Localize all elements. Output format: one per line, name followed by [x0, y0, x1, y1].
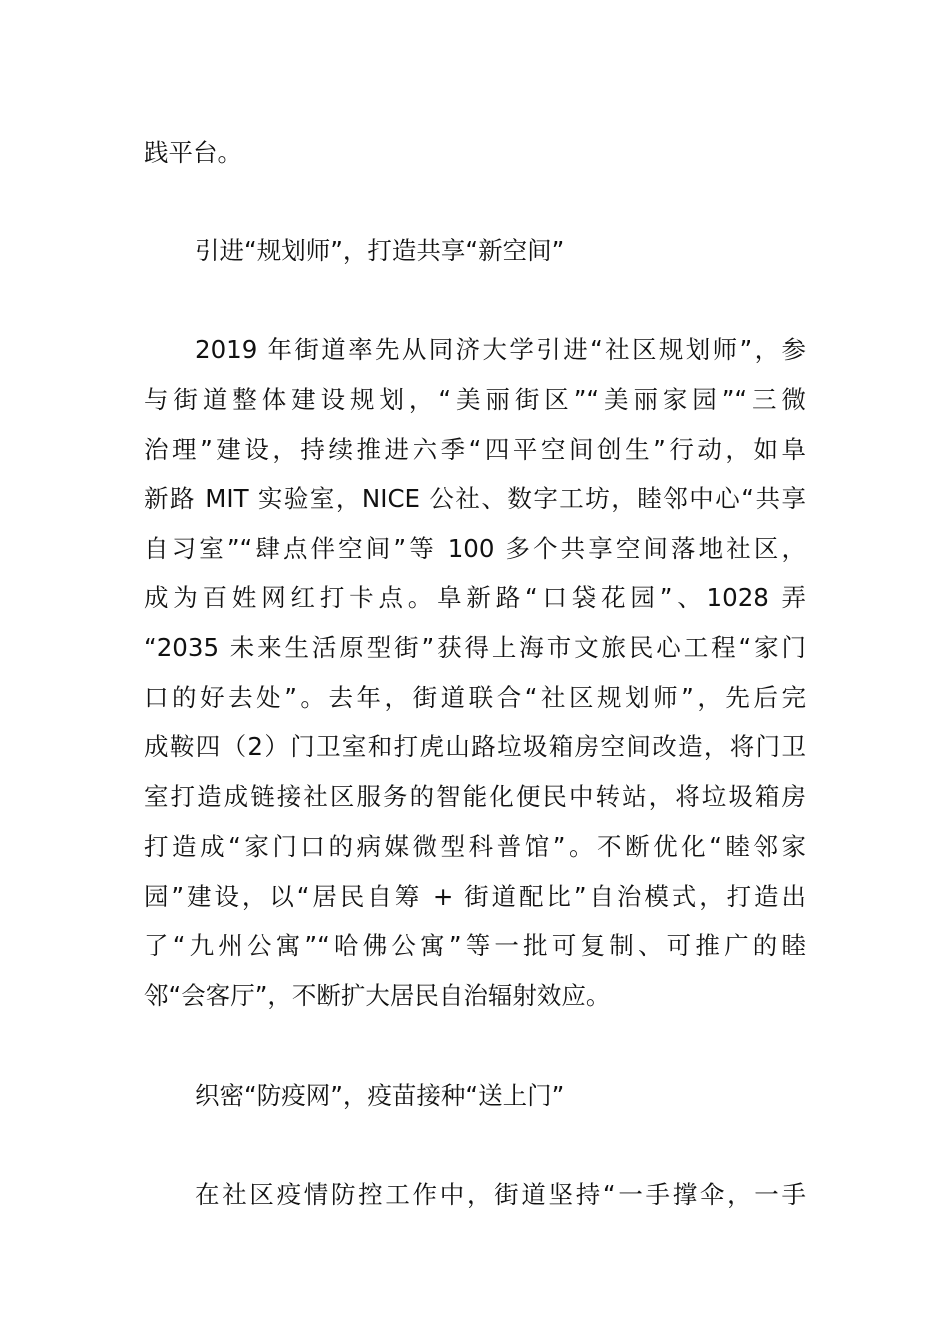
paragraph-line: 室打造成链接社区服务的智能化便民中转站，将垃圾箱房	[144, 782, 806, 811]
paragraph-line: 在社区疫情防控工作中，街道坚持“一手撑伞，一手	[195, 1180, 806, 1209]
paragraph-line: 与街道整体建设规划，“美丽街区”“美丽家园”“三微	[144, 385, 806, 414]
paragraph-line: 成为百姓网红打卡点。阜新路“口袋花园”、1028 弄	[144, 583, 806, 612]
paragraph-continuation-line: 践平台。	[144, 138, 242, 167]
section-heading-planner: 引进“规划师”，打造共享“新空间”	[195, 236, 565, 265]
paragraph-line: 园”建设，以“居民自筹 + 街道配比”自治模式，打造出	[144, 882, 806, 911]
paragraph-line: 打造成“家门口的病媒微型科普馆”。不断优化“睦邻家	[144, 832, 806, 861]
paragraph-line: 了“九州公寓”“哈佛公寓”等一批可复制、可推广的睦	[144, 931, 806, 960]
section-heading-epidemic: 织密“防疫网”，疫苗接种“送上门”	[195, 1081, 565, 1110]
paragraph-line: “2035 未来生活原型街”获得上海市文旅民心工程“家门	[144, 633, 806, 662]
paragraph-line: 口的好去处”。去年，街道联合“社区规划师”，先后完	[144, 683, 806, 712]
paragraph-line: 2019 年街道率先从同济大学引进“社区规划师”，参	[195, 335, 806, 364]
paragraph-line: 邻“会客厅”，不断扩大居民自治辐射效应。	[144, 981, 611, 1010]
paragraph-line: 自习室”“肆点伴空间”等 100 多个共享空间落地社区，	[144, 534, 806, 563]
paragraph-line: 治理”建设，持续推进六季“四平空间创生”行动，如阜	[144, 435, 806, 464]
paragraph-line: 新路 MIT 实验室，NICE 公社、数字工坊，睦邻中心“共享	[144, 484, 806, 513]
paragraph-line: 成鞍四（2）门卫室和打虎山路垃圾箱房空间改造，将门卫	[144, 732, 806, 761]
